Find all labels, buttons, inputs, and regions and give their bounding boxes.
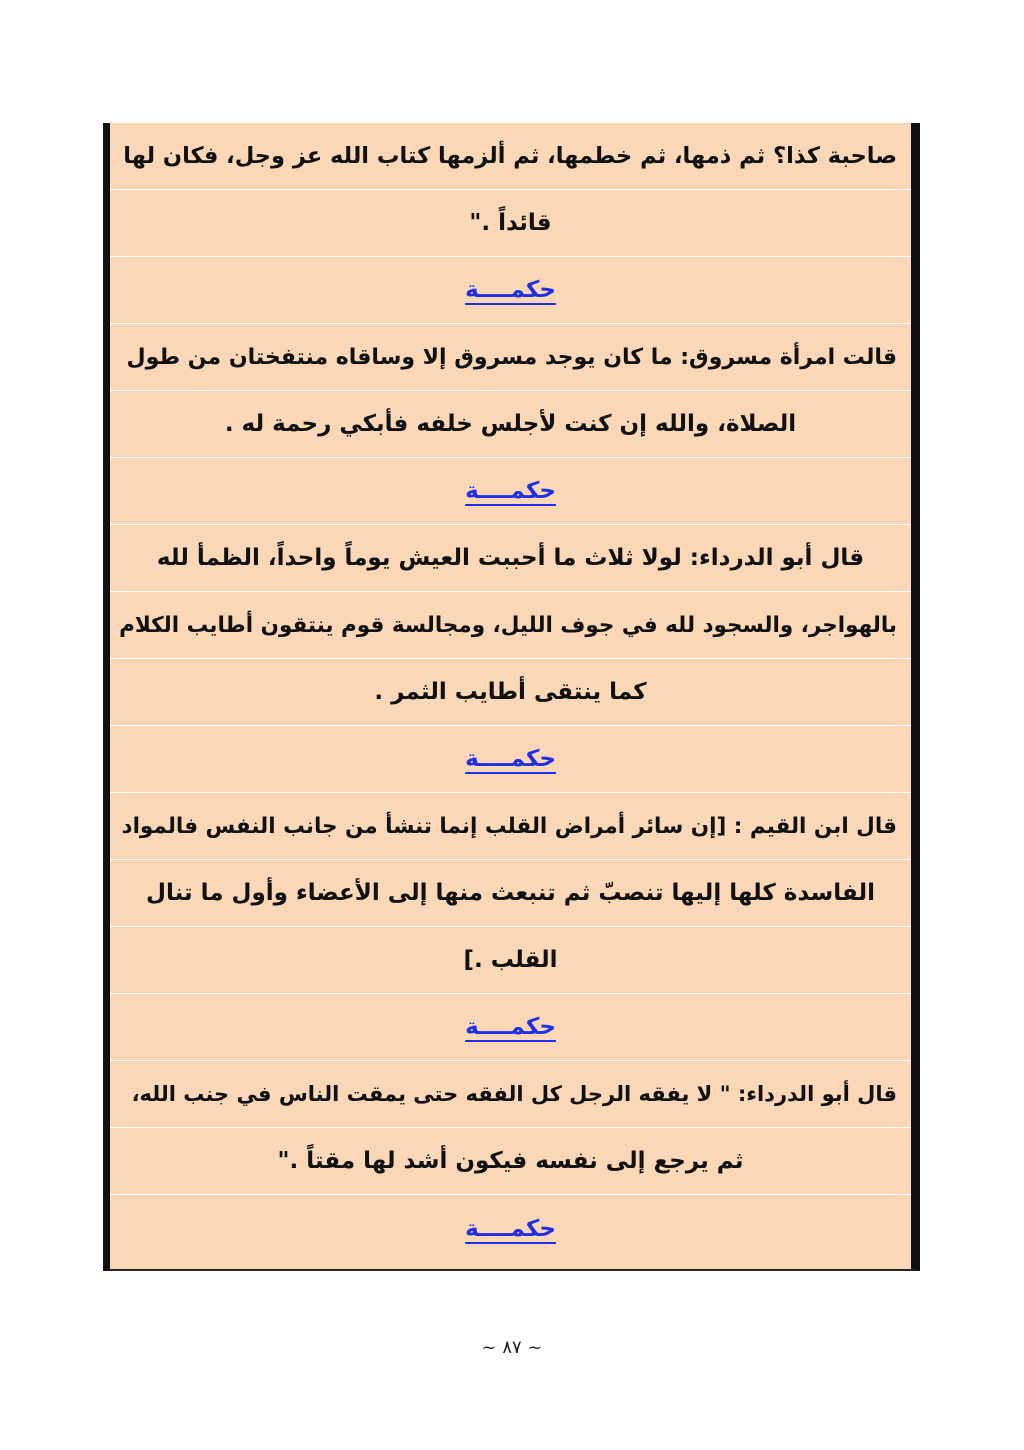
text-line-content: ثم يرجع إلى نفسه فيكون أشد لها مقتاً ." — [277, 1148, 744, 1174]
text-line — [110, 190, 911, 257]
text-line-content: قال ابن القيم : [إن سائر أمراض القلب إنما تنشأ من جانب النفس فالمواد — [121, 813, 897, 839]
text-line — [110, 391, 911, 458]
text-line-content: كما ينتقى أطايب الثمر . — [374, 679, 647, 705]
hikma-link[interactable]: حكمــــة — [465, 1215, 556, 1242]
text-line-content: الفاسدة كلها إليها تنصبّ ثم تنبعث منها إلى الأعضاء وأول ما تنال — [146, 880, 875, 906]
hikma-heading — [110, 257, 911, 324]
text-line — [110, 324, 911, 391]
hikma-link[interactable]: حكمــــة — [465, 277, 556, 303]
text-line-content: القلب .] — [463, 947, 558, 973]
text-line-content: الصلاة، والله إن كنت لأجلس خلفه فأبكي رحمة له . — [224, 411, 797, 437]
text-line — [110, 123, 911, 190]
hikma-heading — [110, 1195, 911, 1262]
hikma-link[interactable]: حكمــــة — [465, 478, 556, 504]
text-line — [110, 525, 911, 592]
text-line-content: قال أبو الدرداء: لولا ثلاث ما أحببت العيش يوماً واحداً، الظمأ لله — [156, 545, 865, 571]
text-line — [110, 592, 911, 659]
text-line — [110, 927, 911, 994]
text-line-content: قال أبو الدرداء: " لا يفقه الرجل كل الفقه حتى يمقت الناس في جنب الله، — [131, 1082, 897, 1106]
text-line — [110, 860, 911, 927]
text-line — [110, 793, 911, 860]
text-line — [110, 659, 911, 726]
text-line-content: قائداً ." — [469, 210, 552, 236]
content-panel — [103, 123, 920, 1271]
text-line-content: قالت امرأة مسروق: ما كان يوجد مسروق إلا وساقاه منتفختان من طول — [126, 344, 897, 370]
text-line-content: بالهواجر، والسجود لله في جوف الليل، ومجالسة قوم ينتقون أطايب الكلام — [119, 612, 897, 638]
text-line — [110, 1061, 911, 1128]
page-number: ~ ٨٧ ~ — [481, 1337, 543, 1358]
text-line-content: صاحبة كذا؟ ثم ذمها، ثم خطمها، ثم ألزمها كتاب الله عز وجل، فكان لها — [123, 143, 897, 169]
hikma-heading — [110, 458, 911, 525]
hikma-link[interactable]: حكمــــة — [465, 746, 556, 772]
hikma-heading — [110, 726, 911, 793]
text-line — [110, 1128, 911, 1195]
hikma-heading — [110, 994, 911, 1061]
hikma-link[interactable]: حكمــــة — [465, 1014, 556, 1040]
